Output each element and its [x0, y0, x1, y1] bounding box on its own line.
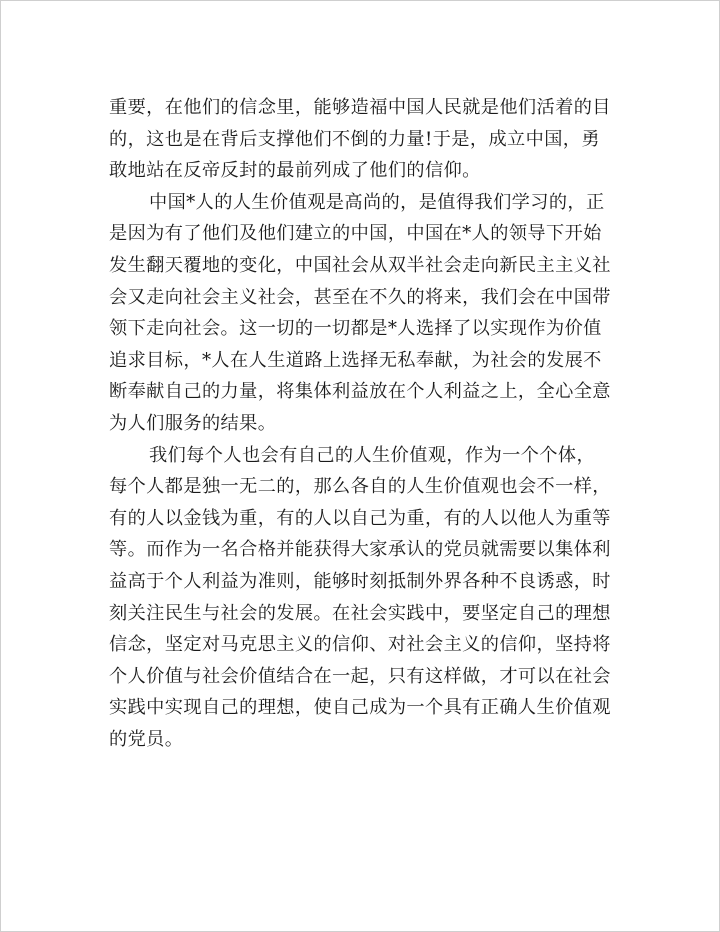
text-line: 个人价值与社会价值结合在一起，只有这样做，才可以在社会	[109, 665, 611, 687]
text-line: 实践中实现自己的理想，使自己成为一个具有正确人生价值观	[109, 697, 611, 719]
text-line: 是因为有了他们及他们建立的中国，中国在*人的领导下开始	[109, 223, 602, 245]
text-line: 领下走向社会。这一切的一切都是*人选择了以实现作为价值	[109, 318, 602, 340]
text-line: 益高于个人利益为准则，能够时刻抵制外界各种不良诱惑，时	[109, 570, 611, 592]
text-line: 追求目标，*人在人生道路上选择无私奉献，为社会的发展不	[109, 349, 602, 371]
text-line: 每个人都是独一无二的，那么各自的人生价值观也会不一样，	[109, 476, 611, 498]
text-line: 的，这也是在背后支撑他们不倒的力量!于是，成立中国，勇	[109, 128, 600, 150]
text-line: 重要，在他们的信念里，能够造福中国人民就是他们活着的目	[109, 97, 611, 118]
text-line: 发生翻天覆地的变化，中国社会从双半社会走向新民主主义社	[109, 254, 611, 276]
text-line: 会又走向社会主义社会，甚至在不久的将来，我们会在中国带	[109, 286, 611, 308]
paragraph-start-line: 我们每个人也会有自己的人生价值观，作为一个个体，	[149, 444, 596, 466]
text-line: 为人们服务的结果。	[109, 412, 277, 434]
text-line: 有的人以金钱为重，有的人以自己为重，有的人以他人为重等	[109, 507, 611, 529]
text-line: 刻关注民生与社会的发展。在社会实践中，要坚定自己的理想	[109, 602, 611, 624]
text-line: 信念，坚定对马克思主义的信仰、对社会主义的信仰，坚持将	[109, 634, 611, 656]
text-line: 敢地站在反帝反封的最前列成了他们的信仰。	[109, 160, 481, 182]
paragraph-start-line: 中国*人的人生价值观是高尚的，是值得我们学习的，正	[149, 191, 605, 213]
document-body	[109, 92, 629, 755]
text-line: 等。而作为一名合格并能获得大家承认的党员就需要以集体利	[109, 539, 611, 561]
text-line: 的党员。	[109, 728, 184, 750]
text-line: 断奉献自己的力量，将集体利益放在个人利益之上，全心全意	[109, 381, 611, 403]
